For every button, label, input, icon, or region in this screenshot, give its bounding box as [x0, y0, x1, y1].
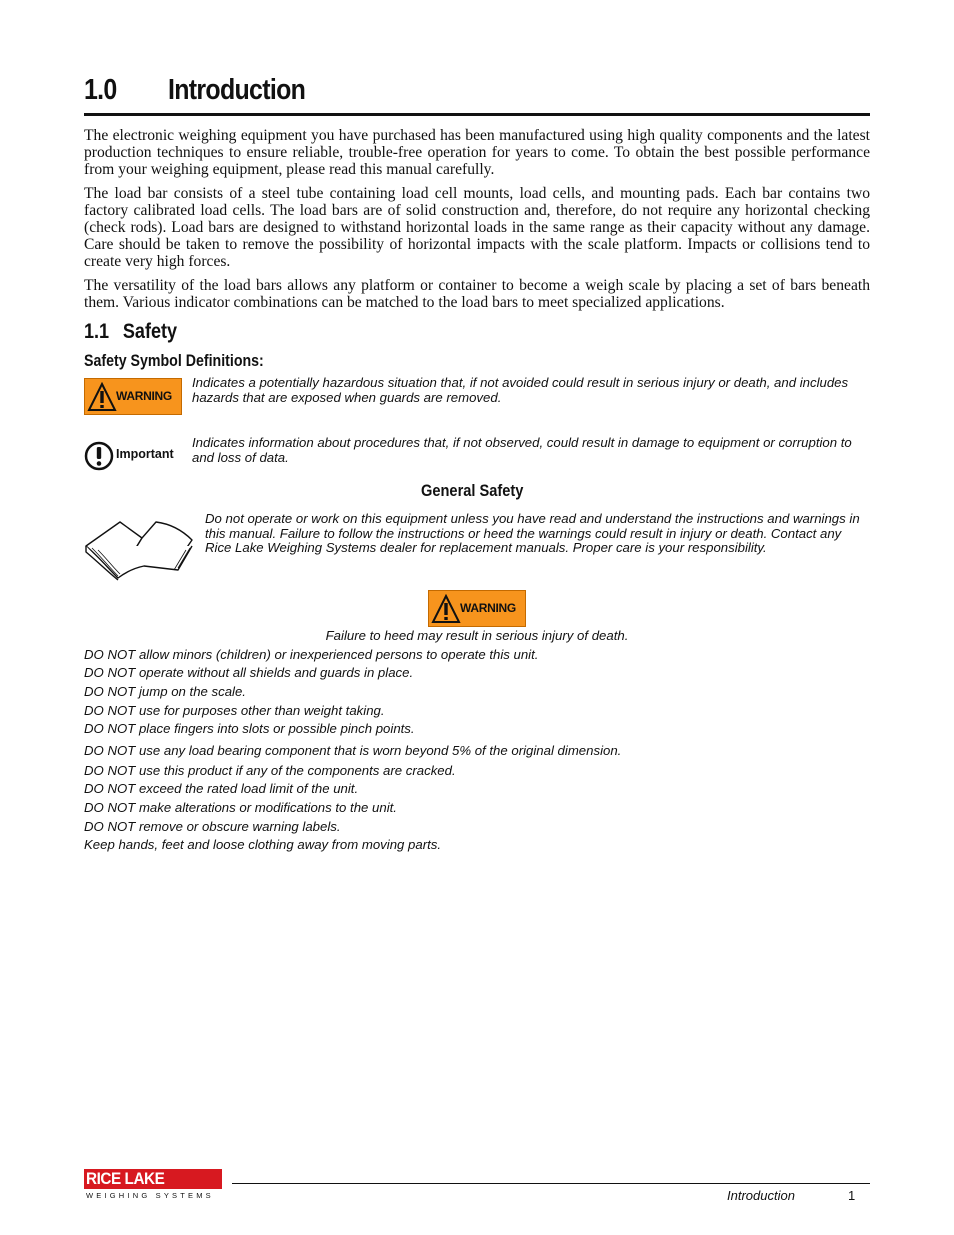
footer-rule — [232, 1183, 870, 1184]
symbol-definitions-heading: Safety Symbol Definitions: — [84, 352, 264, 370]
intro-paragraph-3: The versatility of the load bars allows any platform or container to become a weigh scale by placing a set of bars beneath them. Various indicator combinations can be matched to the load bars to meet specialized applications. — [84, 277, 870, 311]
important-exclamation-icon — [84, 441, 114, 471]
footer-page-number: 1 — [848, 1188, 856, 1203]
safety-rule: DO NOT use any load bearing component that is worn beyond 5% of the original dimension. — [84, 743, 622, 758]
logo-tagline: WEIGHING SYSTEMS — [86, 1191, 214, 1200]
safety-rule: DO NOT jump on the scale. — [84, 684, 246, 699]
warning-caption: Failure to heed may result in serious injury of death. — [325, 628, 629, 643]
rice-lake-logo — [84, 1169, 222, 1205]
chapter-heading — [84, 72, 870, 116]
warning-badge-label: WARNING — [460, 601, 516, 615]
open-book-icon — [82, 516, 198, 582]
important-label: Important — [116, 447, 174, 461]
safety-rule: DO NOT use for purposes other than weight taking. — [84, 703, 385, 718]
intro-paragraph-1: The electronic weighing equipment you have purchased has been manufactured using high quality components and the latest production techniques to ensure reliable, trouble-free operation for years to come. To obtain the best possible performance from your weighing equipment, please read this manual carefully. — [84, 127, 870, 178]
safety-rule: DO NOT operate without all shields and guards in place. — [84, 665, 414, 680]
safety-rule: DO NOT place fingers into slots or possible pinch points. — [84, 721, 415, 736]
chapter-title: Introduction — [168, 74, 306, 106]
warning-badge — [84, 378, 182, 415]
general-warning-badge — [428, 590, 526, 627]
safety-rule: DO NOT allow minors (children) or inexperienced persons to operate this unit. — [84, 647, 539, 662]
logo-wordmark: RICE LAKE — [86, 1169, 165, 1188]
safety-rule: DO NOT make alterations or modifications to the unit. — [84, 800, 397, 815]
safety-rule: DO NOT remove or obscure warning labels. — [84, 819, 341, 834]
read-manual-text: Do not operate or work on this equipment unless you have read and understand the instructions and warnings in this manual. Failure to follow the instructions or heed the warnings could result in injury or death. Contact any Rice Lake Weighing Systems dealer for replacement manuals. Proper care is your responsibility. — [205, 511, 860, 555]
intro-paragraph-2: The load bar consists of a steel tube containing load cell mounts, load cells, and mounting pads. Each bar contains two factory calibrated load cells. The load bars are of solid construction and, therefore, do not require any horizontal checking (check rods). Load bars are designed to withstand horizontal loads in the same range as their capacity without any damage. Care should be taken to remove the possibility of horizontal impacts with the scale platform. Impacts or collisions tend to create very high forces. — [84, 185, 870, 270]
safety-rule: Keep hands, feet and loose clothing away from moving parts. — [84, 837, 442, 852]
section-title: Safety — [122, 320, 178, 343]
safety-rule: DO NOT use this product if any of the components are cracked. — [84, 763, 456, 778]
safety-rule: DO NOT exceed the rated load limit of the unit. — [84, 781, 359, 796]
general-safety-heading: General Safety — [421, 481, 524, 500]
section-heading-safety — [84, 320, 177, 344]
logo-red-bar — [84, 1169, 222, 1189]
warning-triangle-icon — [87, 382, 117, 412]
important-definition-text: Indicates information about procedures that, if not observed, could result in damage to equipment or corruption to and loss of data. — [192, 435, 852, 465]
warning-definition-text: Indicates a potentially hazardous situation that, if not avoided could result in serious injury or death, and includes hazards that are exposed when guards are removed. — [192, 375, 849, 405]
warning-badge-label: WARNING — [116, 389, 172, 403]
footer-section-name: Introduction — [727, 1188, 795, 1203]
chapter-number: 1.0 — [84, 74, 117, 106]
warning-triangle-icon — [431, 594, 461, 624]
section-number: 1.1 — [84, 320, 110, 343]
